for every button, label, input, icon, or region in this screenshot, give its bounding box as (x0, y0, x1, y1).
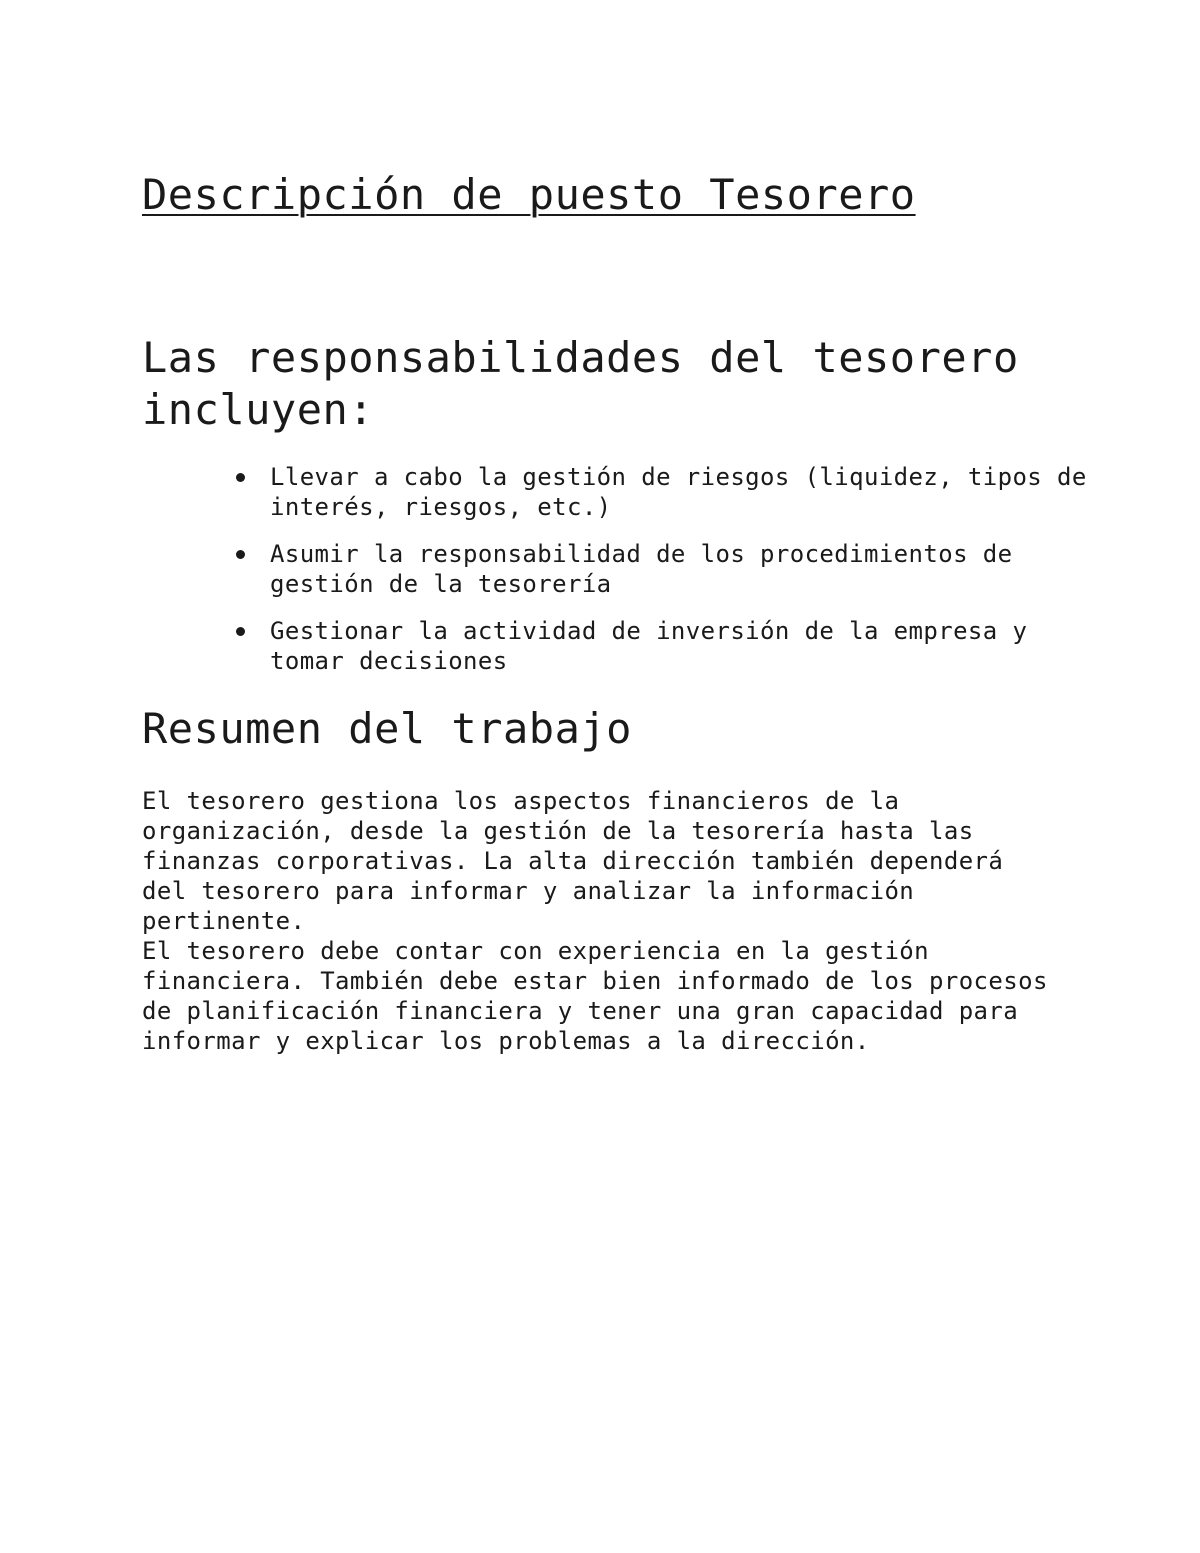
list-item-text: Gestionar la actividad de inversión de la empresa y tomar decisiones (270, 617, 1028, 675)
bullet-icon (236, 550, 245, 559)
bullet-icon (236, 473, 245, 482)
list-item (142, 616, 1102, 676)
responsibilities-list (142, 462, 1102, 693)
summary-body (142, 786, 1062, 1056)
list-item (142, 462, 1102, 522)
list-item-text: Llevar a cabo la gestión de riesgos (liquidez, tipos de interés, riesgos, etc.) (270, 463, 1087, 521)
list-item (142, 539, 1102, 599)
responsibilities-heading: Las responsabilidades del tesorero incluyen: (142, 333, 1019, 434)
summary-heading: Resumen del trabajo (142, 704, 632, 753)
summary-paragraph: El tesorero debe contar con experiencia en la gestión financiera. También debe estar bien informado de los procesos de planificación financiera y tener una gran capacidad para informar y explicar los problemas a la dirección. (142, 937, 1048, 1055)
bullet-icon (236, 627, 245, 636)
list-item-text: Asumir la responsabilidad de los procedimientos de gestión de la tesorería (270, 540, 1013, 598)
document-title: Descripción de puesto Tesorero (142, 170, 916, 219)
summary-paragraph: El tesorero gestiona los aspectos financieros de la organización, desde la gestión de la tesorería hasta las finanzas corporativas. La alta dirección también dependerá del tesorero para informar y analizar la información pertinente. (142, 787, 1004, 935)
